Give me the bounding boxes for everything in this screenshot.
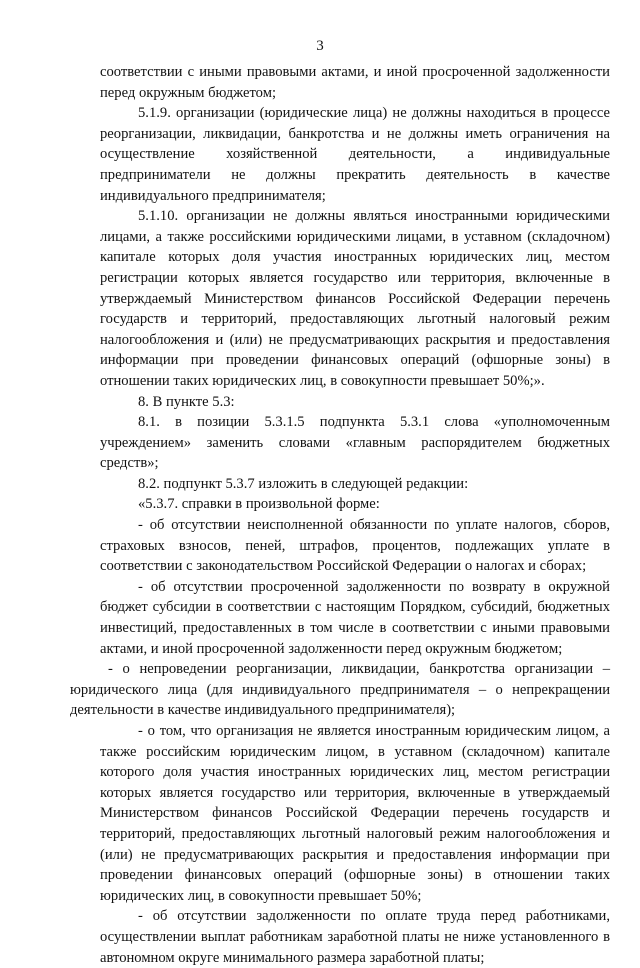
paragraph-item-8-1: 8.1. в позиции 5.3.1.5 подпункта 5.3.1 слова «уполномоченным учреждением» заменить словами «главным распорядителем бюджетных средств»; (100, 414, 610, 472)
paragraph-dash-reorganization: - о непроведении реорганизации, ликвидации, банкротства организации – юридического лица (для индивидуального предпринимателя – о непрекращении деятельности в качестве индивидуального предпринимателя); (70, 661, 610, 719)
paragraph-5-1-10: 5.1.10. организации не должны являться иностранными юридическими лицами, а также российскими юридическими лицами, в уставном (складочном) капитале которых доля участия иностранных юридических лиц, местом регистрации которых является государство или территория, включенные в утверждаемый Министерством финансов Российской Федерации перечень государств и территорий, предоставляющих льготный налоговый режим налогообложения и (или) не предусматривающих раскрытия и предоставления информации при проведении финансовых операций (офшорные зоны) в отношении таких юридических лиц, в совокупности превышает 50%;». (100, 208, 610, 389)
page-number: 3 (316, 38, 324, 54)
paragraph-5-3-7: «5.3.7. справки в произвольной форме: (138, 496, 380, 513)
paragraph-item-8-2: 8.2. подпункт 5.3.7 изложить в следующей редакции: (138, 475, 469, 492)
paragraph-dash-taxes: - об отсутствии неисполненной обязанности по уплате налогов, сборов, страховых взносов, пеней, штрафов, процентов, подлежащих уплате в соответствии с законодательством Российской Федерации о налогах и сборах; (100, 517, 610, 575)
paragraph-dash-wages: - об отсутствии задолженности по оплате труда перед работниками, осуществлении выплат работникам заработной платы не ниже установленного в автономном округе минимального размера заработной платы; (100, 908, 610, 966)
paragraph-item-8: 8. В пункте 5.3: (138, 393, 235, 410)
paragraph-continuation: соответствии с иными правовыми актами, и иной просроченной задолженности перед окружным бюджетом; (100, 64, 610, 101)
document-body (70, 62, 610, 968)
paragraph-dash-subsidy-debt: - об отсутствии просроченной задолженности по возврату в окружной бюджет субсидии в соответствии с настоящим Порядком, субсидий, бюджетных инвестиций, предоставленных в том числе в соответствии с иными правовыми актами, и иной просроченной задолженности перед окружным бюджетом; (100, 578, 610, 657)
paragraph-dash-foreign-entity: - о том, что организация не является иностранным юридическим лицом, а также российским юридическим лицом, в уставном (складочном) капитале которого доля участия иностранных юридических лиц, местом регистрации которых является государство или территория, включенные в утверждаемый Министерством финансов Российской Федерации перечень государств и территорий, предоставляющих льготный налоговый режим налогообложения и (или) не предусматривающих раскрытия и предоставления информации при проведении финансовых операций (офшорные зоны) в отношении таких юридических лиц, в совокупности превышает 50%; (100, 723, 610, 904)
paragraph-5-1-9: 5.1.9. организации (юридические лица) не должны находиться в процессе реорганизации, ликвидации, банкротства и не должны иметь ограничения на осуществление хозяйственной деятельности, а индивидуальные предприниматели не должны прекратить деятельность в качестве индивидуального предпринимателя; (100, 105, 610, 204)
